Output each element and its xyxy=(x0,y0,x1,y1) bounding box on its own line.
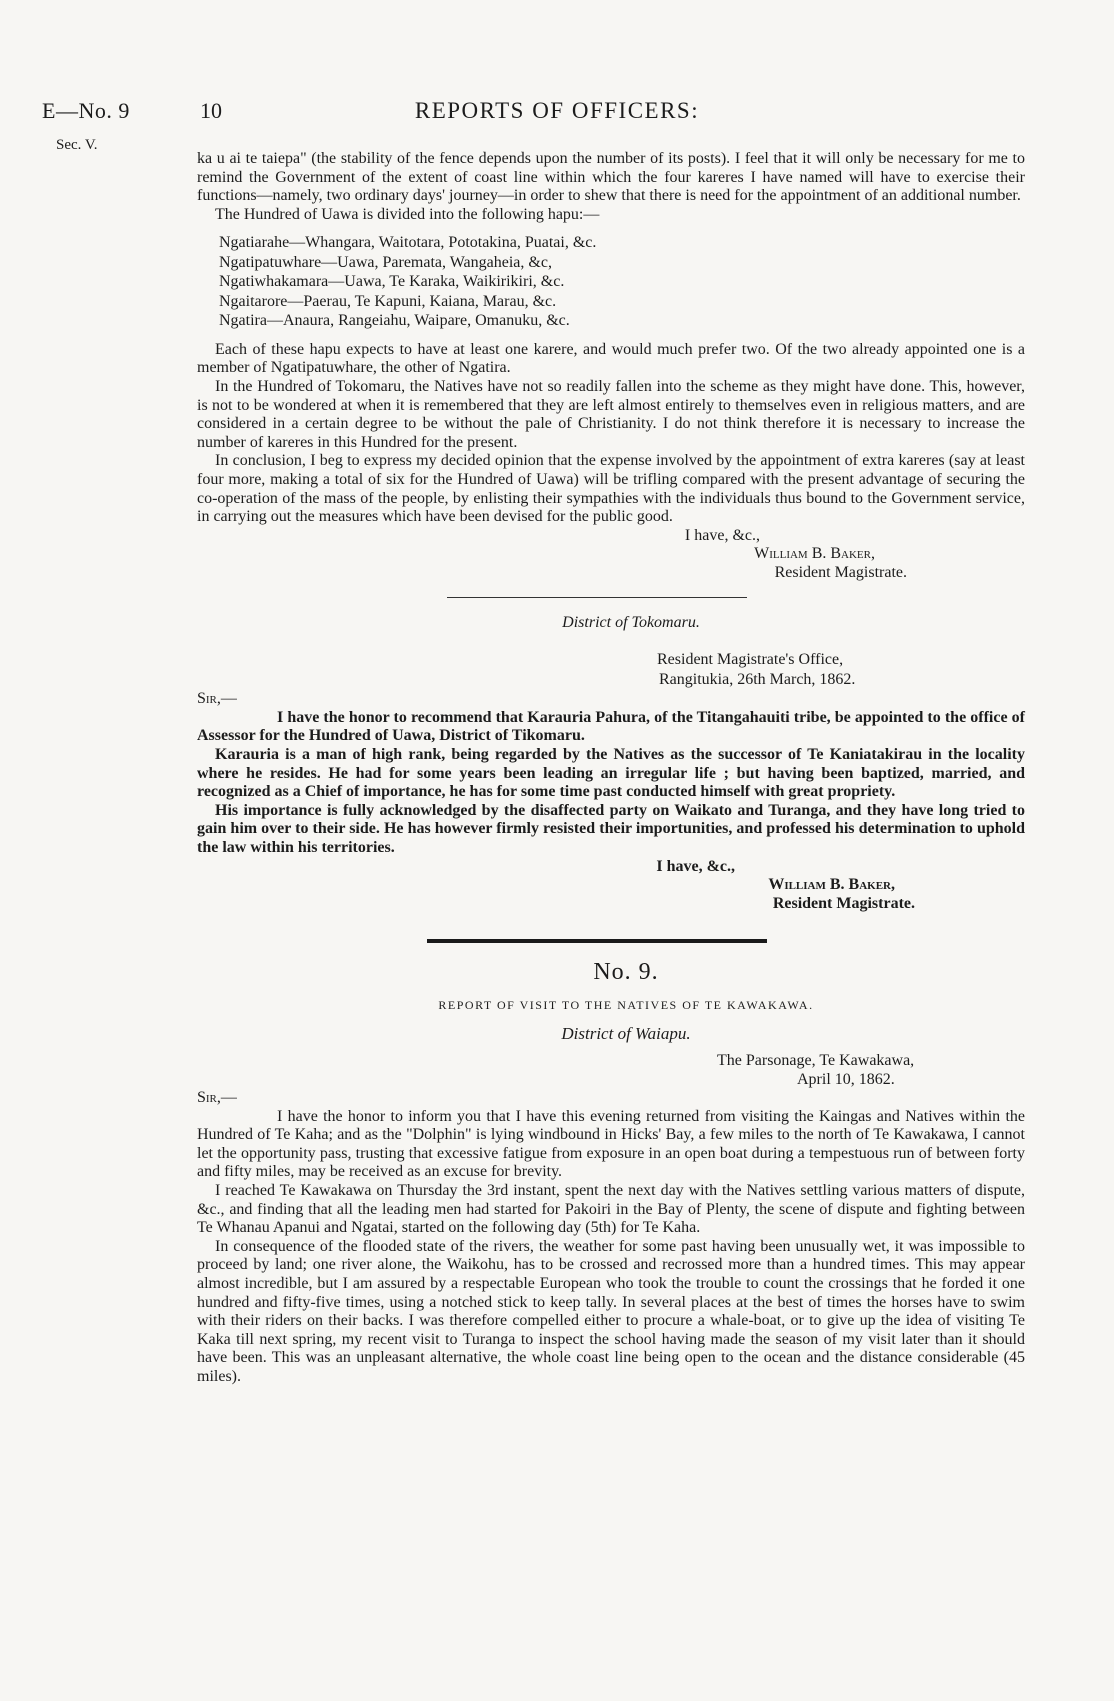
report-place: The Parsonage, Te Kawakawa, xyxy=(717,1052,915,1070)
page-number: 10 xyxy=(200,98,222,123)
hapu-item: Ngaitarore—Paerau, Te Kapuni, Kaiana, Marau, &c. xyxy=(219,292,557,310)
hapu-item: Ngatipatuwhare—Uawa, Paremata, Wangaheia, &c, xyxy=(219,253,552,271)
letter2-paragraph-1: I have the honor to recommend that Karauria Pahura, of the Titangahauiti tribe, be appointed to the office of Assessor for the Hundred of Uawa, District of Tikomaru. xyxy=(197,708,1025,745)
letter2-paragraph-2: Karauria is a man of high rank, being regarded by the Natives as the successor of Te Kaniatakirau in the locality where he resides. He had for some years been leading an irregular life ; but having been baptized, married, and recognized as a Chief of importance, he has for some time past conducted himself with great propriety. xyxy=(197,745,1025,801)
document-body xyxy=(197,150,1025,1387)
letter1-signature: William B. Baker, xyxy=(754,545,875,563)
letter1-closing: I have, &c., xyxy=(684,526,760,544)
letter1-paragraph-5: In conclusion, I beg to express my decided opinion that the expense involved by the appointment of extra kareres (say at least four more, making a total of six for the Hundred of Uawa) will be trifling compared with the present advantage of securing the co-operation of the mass of the people, by enlisting their sympathies with the individuals thus bound to the Government service, in carrying out the measures which have been devised for the public good. xyxy=(197,452,1025,526)
report-paragraph-3: In consequence of the flooded state of the rivers, the weather for some past having been unusually wet, it was impossible to proceed by land; one river alone, the Waikohu, has to be crossed and recrossed more than a hundred times. This may appear almost incredible, but I am assured by a respectable European who took the trouble to count the crossings that he forded it one hundred and fifty-five times, using a notched stick to keep tally. In several places at the best of times the horses have to swim with their riders on their backs. I was therefore compelled either to procure a whale-boat, or to give up the idea of visiting Te Kaka till next spring, my recent visit to Turanga to inspect the school having made the season of my visit later than it should have been. This was an unpleasant alternative, the whole coast line being open to the ocean and the distance considerable (45 miles). xyxy=(197,1237,1025,1385)
letter2-address xyxy=(197,650,1025,690)
section-divider xyxy=(427,939,767,943)
separator-rule xyxy=(447,597,747,598)
letter1-signature-block xyxy=(197,527,1025,583)
letter2-place-date: Rangitukia, 26th March, 1862. xyxy=(659,671,856,689)
section-label: Sec. V. xyxy=(56,137,98,153)
letter1-paragraph-1: ka u ai te taiepa" (the stability of the fence depends upon the number of its posts). I feel that it will only be necessary for me to remind the Government of the extent of coast line within which the four kareres I have named will have to exercise their functions—namely, two ordinary days' journey—in order to shew that there is need for the appointment of an additional number. xyxy=(197,150,1025,205)
hapu-list xyxy=(197,233,1025,331)
document-reference: E—No. 9 xyxy=(42,98,130,123)
hapu-item: Ngatira—Anaura, Rangeiahu, Waipare, Omanuku, &c. xyxy=(219,312,570,330)
letter2-signature-block xyxy=(197,858,1025,914)
hapu-item: Ngatiwhakamara—Uawa, Te Karaka, Waikirikiri, &c. xyxy=(219,273,565,291)
report-paragraph-2: I reached Te Kawakawa on Thursday the 3rd instant, spent the next day with the Natives settling various matters of dispute, &c., and finding that all the leading men had started for Pakoiri in the Bay of Plenty, the scene of dispute and fighting between Te Whanau Apanui and Ngatai, started on the following day (5th) for Te Kaha. xyxy=(197,1182,1025,1237)
letter2-text xyxy=(197,709,1025,914)
hapu-item: Ngatiarahe—Whangara, Waitotara, Pototakina, Puatai, &c. xyxy=(219,234,597,252)
report-district: District of Waiapu. xyxy=(561,1023,691,1043)
report-address xyxy=(197,1051,1025,1089)
letter2-paragraph-3: His importance is fully acknowledged by the disaffected party on Waikato and Turanga, and they have long tried to gain him over to their side. He has however firmly resisted their importunities, and professed his determination to uphold the law within his territories. xyxy=(197,801,1025,856)
letter1-paragraph-4: In the Hundred of Tokomaru, the Natives have not so readily fallen into the scheme as they might have done. This, however, is not to be wondered at when it is remembered that they are left almost entirely to themselves even in religious matters, and are considered in a certain degree to be without the pale of Christianity. I do not think therefore it is necessary to increase the number of kareres in this Hundred for the present. xyxy=(197,378,1025,451)
letter2-district: District of Tokomaru. xyxy=(562,613,700,631)
letter1-paragraph-2: The Hundred of Uawa is divided into the following hapu:— xyxy=(215,205,600,223)
report-paragraph-1: I have the honor to inform you that I have this evening returned from visiting the Kaingas and Natives within the Hundred of Te Kaha; and as the "Dolphin" is lying windbound in Hicks' Bay, a few miles to the north of Te Kawakawa, I cannot let the opportunity pass, trusting that excessive fatigue from exposure in an open boat during a tempestuous run of between forty and fifty miles, may be received as an excuse for brevity. xyxy=(197,1107,1025,1181)
letter2-closing: I have, &c., xyxy=(656,857,735,875)
letter1-paragraph-3: Each of these hapu expects to have at least one karere, and would much prefer two. Of the two already appointed one is a member of Ngatipatuwhare, the other of Ngatira. xyxy=(197,340,1025,377)
page-title: REPORTS OF OFFICERS: xyxy=(414,98,700,123)
report-date: April 10, 1862. xyxy=(797,1071,895,1089)
letter2-signature-title: Resident Magistrate. xyxy=(772,894,915,912)
letter2-signature: William B. Baker, xyxy=(768,876,895,894)
letter1-signature-title: Resident Magistrate. xyxy=(774,564,907,581)
report-heading: REPORT OF VISIT TO THE NATIVES OF TE KAWAKAWA. xyxy=(438,997,814,1012)
letter2-office: Resident Magistrate's Office, xyxy=(657,651,844,669)
report-salutation: Sir,— xyxy=(197,1089,237,1107)
report-number: No. 9. xyxy=(593,959,659,986)
letter2-salutation: Sir,— xyxy=(197,690,237,708)
